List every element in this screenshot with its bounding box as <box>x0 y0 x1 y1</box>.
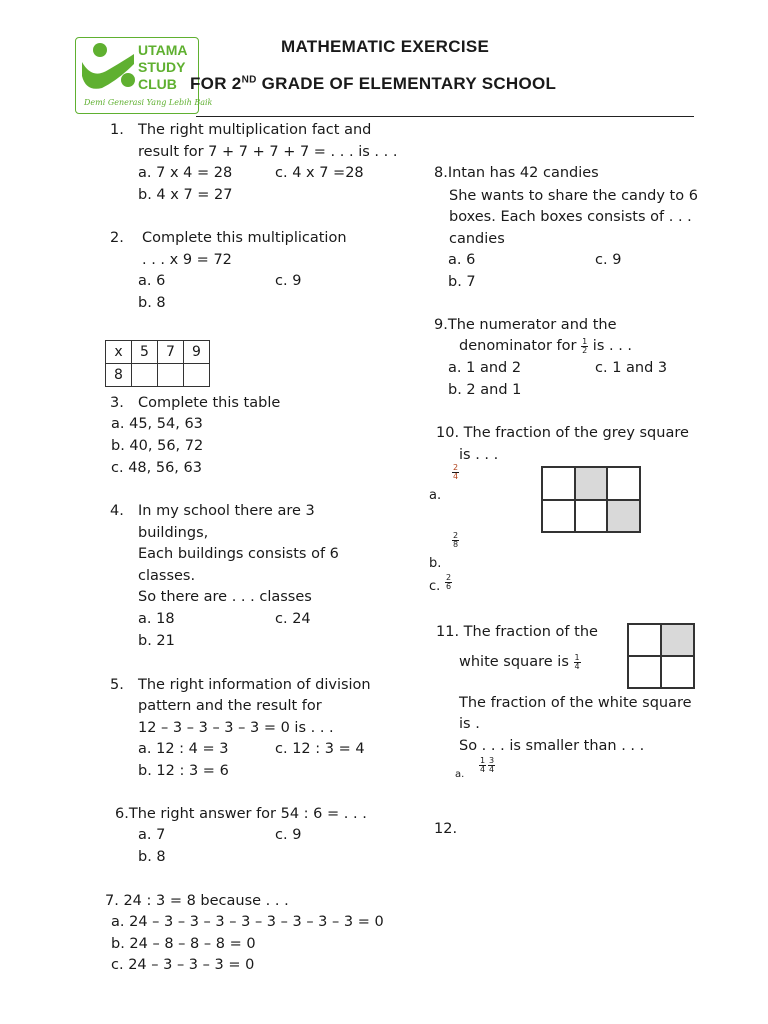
q2-line1: Complete this multiplication <box>142 230 347 246</box>
q5-line1: The right information of division <box>138 677 371 693</box>
subtitle-post: GRADE OF ELEMENTARY SCHOOL <box>256 74 557 93</box>
white-square-grid <box>627 623 695 689</box>
q7-line1: 7. 24 : 3 = 8 because . . . <box>105 893 289 909</box>
grey-square-grid <box>541 466 641 533</box>
logo <box>75 37 213 114</box>
page-subtitle <box>190 74 556 94</box>
grid-cell-white <box>661 656 694 688</box>
q8-option-b: b. 7 <box>448 274 476 290</box>
q12-number: 12. <box>434 821 458 837</box>
grid-cell-grey <box>607 500 640 533</box>
table-cell: x <box>106 341 132 364</box>
multiplication-table <box>105 340 210 387</box>
q3-line1: Complete this table <box>138 395 281 411</box>
one-quarter-fraction: $\frac{1}{4}$ <box>574 652 580 671</box>
grid-cell-white <box>607 467 640 500</box>
q11-line3: The fraction of the white square <box>459 695 692 711</box>
q5-line3: 12 – 3 – 3 – 3 – 3 = 0 is . . . <box>138 720 334 736</box>
table-cell <box>132 364 158 387</box>
subtitle-pre: FOR 2 <box>190 74 242 93</box>
q4-option-a: a. 18 <box>138 611 175 627</box>
table-cell: 7 <box>158 341 184 364</box>
q10-option-b-fraction: $\frac{2}{8}$ <box>453 531 459 549</box>
q11-line2-pre: white square is <box>459 654 574 670</box>
q1-option-b: b. 4 x 7 = 27 <box>138 187 233 203</box>
page-title: MATHEMATIC EXERCISE <box>281 37 490 56</box>
q4-line2: buildings, <box>138 525 209 541</box>
q8-line1: 8.Intan has 42 candies <box>434 165 599 181</box>
q1-line1: The right multiplication fact and <box>138 122 372 138</box>
q7-option-a: a. 24 – 3 – 3 – 3 – 3 – 3 – 3 – 3 – 3 = 0 <box>111 914 384 930</box>
q5-option-a: a. 12 : 4 = 3 <box>138 741 229 757</box>
q11-line4: is . <box>459 716 480 732</box>
q9-line1: 9.The numerator and the <box>434 317 617 333</box>
q10-option-c-label: c. <box>429 579 441 594</box>
q6-option-b: b. 8 <box>138 849 166 865</box>
q4-option-b: b. 21 <box>138 633 175 649</box>
q1-option-c: c. 4 x 7 =28 <box>275 165 364 181</box>
q4-line5: So there are . . . classes <box>138 589 312 605</box>
table-cell <box>184 364 210 387</box>
q9-option-c: c. 1 and 3 <box>595 360 668 376</box>
grid-cell-white <box>628 656 661 688</box>
grid-cell-grey <box>661 624 694 656</box>
q6-option-c: c. 9 <box>275 827 302 843</box>
q7-option-c: c. 24 – 3 – 3 – 3 = 0 <box>111 957 255 973</box>
q9-option-a: a. 1 and 2 <box>448 360 522 376</box>
q3-option-c: c. 48, 56, 63 <box>111 460 202 476</box>
q9-line2-pre: denominator for <box>459 338 582 354</box>
q10-option-a-fraction: $\frac{2}{4}$ <box>453 463 459 481</box>
q11-line2 <box>459 653 581 671</box>
q6-line1: 6.The right answer for 54 : 6 = . . . <box>115 806 367 822</box>
q11-line1: 11. The fraction of the <box>436 624 598 640</box>
q10-option-b-label: b. <box>429 556 442 571</box>
q10-line2: is . . . <box>459 447 499 463</box>
q8-option-a: a. 6 <box>448 252 476 268</box>
q2-line2: . . . x 9 = 72 <box>142 252 232 268</box>
grid-cell-grey <box>575 467 608 500</box>
one-half-fraction: $\frac{1}{2}$ <box>582 336 588 355</box>
q1-option-a: a. 7 x 4 = 28 <box>138 165 233 181</box>
q10-line1: 10. The fraction of the grey square <box>436 425 689 441</box>
q5-option-b: b. 12 : 3 = 6 <box>138 763 229 779</box>
grid-cell-white <box>542 467 575 500</box>
logo-text-study: STUDY <box>138 59 186 75</box>
q2-option-a: a. 6 <box>138 273 166 289</box>
q11-line5: So . . . is smaller than . . . <box>459 738 645 754</box>
q2-number: 2. <box>110 230 124 246</box>
q7-option-b: b. 24 – 8 – 8 – 8 = 0 <box>111 936 256 952</box>
q1-line2: result for 7 + 7 + 7 + 7 = . . . is . . . <box>138 144 398 160</box>
q4-line1: In my school there are 3 <box>138 503 315 519</box>
grid-cell-white <box>575 500 608 533</box>
q9-line2 <box>459 337 632 355</box>
q4-line3: Each buildings consists of 6 <box>138 546 339 562</box>
q4-number: 4. <box>110 503 124 519</box>
q4-line4: classes. <box>138 568 196 584</box>
q1-number: 1. <box>110 122 124 138</box>
q5-option-c: c. 12 : 3 = 4 <box>275 741 365 757</box>
table-cell: 9 <box>184 341 210 364</box>
table-cell <box>158 364 184 387</box>
q3-number: 3. <box>110 395 124 411</box>
q11-option-a-label: a. <box>455 769 465 780</box>
q8-line3: boxes. Each boxes consists of . . . <box>449 209 692 225</box>
q11-option-a-fraction2: $\frac{3}{4}$ <box>489 756 495 774</box>
table-cell: 8 <box>106 364 132 387</box>
table-cell: 5 <box>132 341 158 364</box>
subtitle-sup: ND <box>241 74 257 86</box>
q2-option-c: c. 9 <box>275 273 302 289</box>
q2-option-b: b. 8 <box>138 295 166 311</box>
q11-option-a-fraction1: $\frac{1}{4}$ <box>480 756 486 774</box>
q6-option-a: a. 7 <box>138 827 166 843</box>
q8-line2: She wants to share the candy to 6 <box>449 188 698 204</box>
q5-line2: pattern and the result for <box>138 698 322 714</box>
q3-option-b: b. 40, 56, 72 <box>111 438 204 454</box>
q3-option-a: a. 45, 54, 63 <box>111 416 203 432</box>
grid-cell-white <box>628 624 661 656</box>
header-rule <box>196 116 694 117</box>
q10-option-c-fraction: $\frac{2}{6}$ <box>446 573 452 591</box>
q5-number: 5. <box>110 677 124 693</box>
logo-text-club: CLUB <box>138 76 177 92</box>
q8-line4: candies <box>449 231 505 247</box>
q9-line2-post: is . . . <box>588 338 633 354</box>
q9-option-b: b. 2 and 1 <box>448 382 522 398</box>
q8-option-c: c. 9 <box>595 252 622 268</box>
q4-option-c: c. 24 <box>275 611 311 627</box>
table-row <box>106 364 210 387</box>
logo-text-utama: UTAMA <box>138 42 188 58</box>
table-header-row <box>106 341 210 364</box>
grid-cell-white <box>542 500 575 533</box>
q10-option-a-label: a. <box>429 488 442 503</box>
logo-tagline: Demi Generasi Yang Lebih Baik <box>84 98 213 107</box>
logo-mark-icon <box>78 40 138 100</box>
